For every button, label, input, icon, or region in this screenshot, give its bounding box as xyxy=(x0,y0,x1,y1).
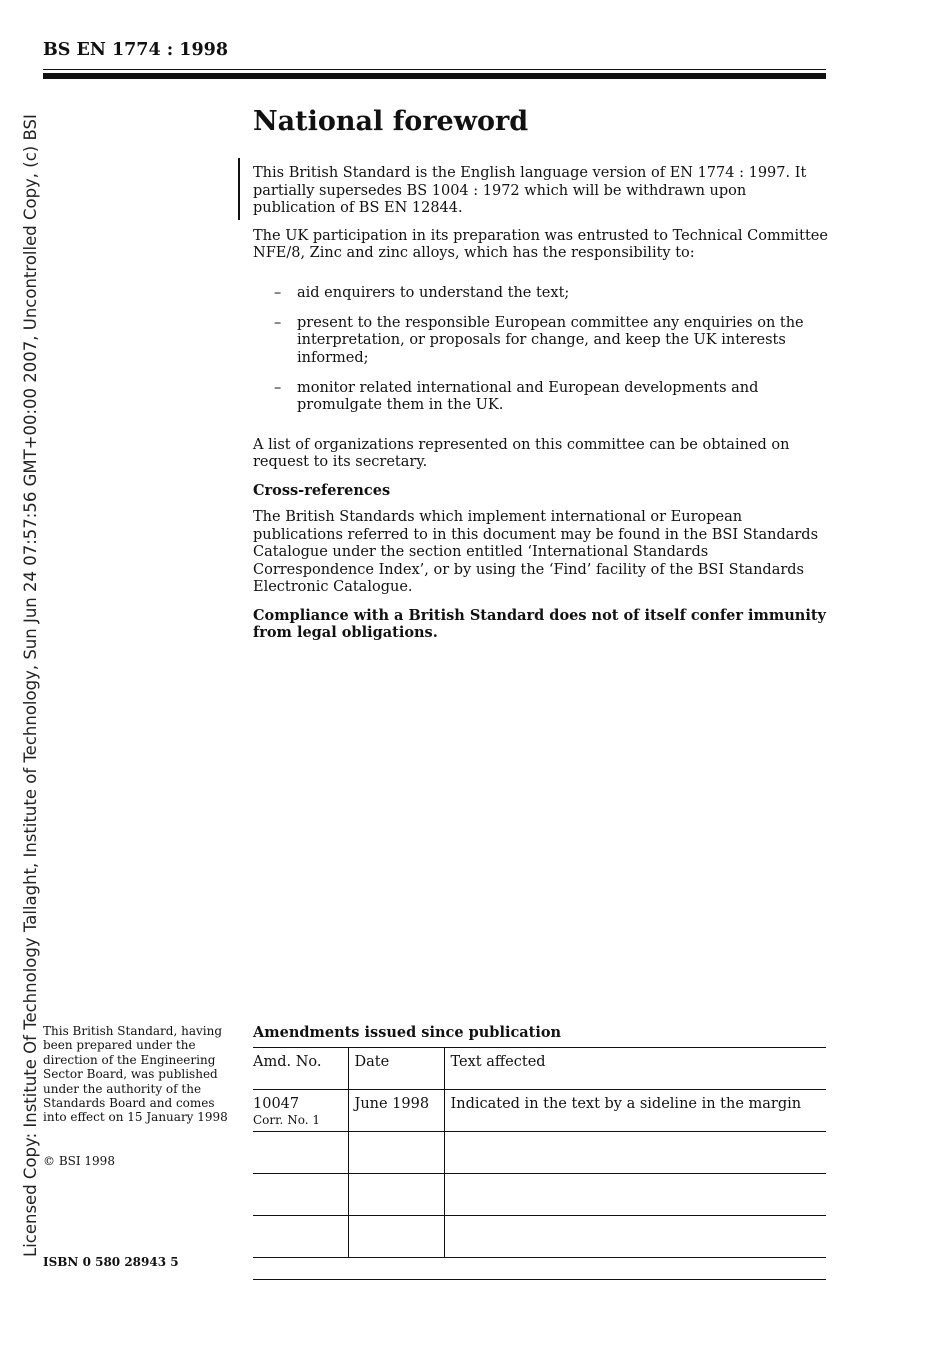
empty-cell xyxy=(444,1174,826,1216)
column-header-text-affected: Text affected xyxy=(444,1048,826,1090)
header-rule-thick xyxy=(43,73,826,79)
amd-corrigendum: Corr. No. 1 xyxy=(253,1113,320,1127)
paragraph-committee: The UK participation in its preparation was entrusted to Technical Committee NFE/8, Zinc and zinc alloys, which has the responsibility to: xyxy=(253,227,828,261)
bullet-dash: – xyxy=(274,314,282,331)
paragraph-scope: This British Standard is the English language version of EN 1774 : 1997. It partially supersedes BS 1004 : 1972 which will be withdrawn upon publication of BS EN 12844. xyxy=(253,165,807,216)
header-rule-thin xyxy=(43,69,826,70)
paragraph-cross-references: The British Standards which implement international or European publications referred to in this document may be found in the BSI Standards Catalogue under the section entitled ‘International Standards Correspondence Index’, or by using the ‘Find’ facility of the BSI Standards Electronic Catalogue. xyxy=(253,509,819,595)
table-row xyxy=(253,1090,826,1132)
publication-note: This British Standard, having been prepared under the direction of the Engineering Sector Board, was published under the authority of the Standards Board and comes into effect on 15 January 1998 xyxy=(43,1024,228,1125)
bullet-dash: – xyxy=(274,379,282,396)
document-reference: BS EN 1774 : 1998 xyxy=(43,40,229,60)
list-item-text: monitor related international and European developments and promulgate them in the UK. xyxy=(297,379,759,413)
isbn: ISBN 0 580 28943 5 xyxy=(43,1255,179,1269)
compliance-notice: Compliance with a British Standard does not of itself confer immunity from legal obligations. xyxy=(253,606,826,641)
license-watermark: Licensed Copy: Institute Of Technology Tallaght, Institute of Technology, Sun Jun 24 07:57:56 GMT+00:00 2007, Uncontrolled Copy, (c) BSI xyxy=(21,114,40,1257)
empty-cell xyxy=(348,1174,444,1216)
empty-cell xyxy=(348,1216,444,1258)
footer-rule xyxy=(253,1279,826,1280)
cross-references-heading: Cross-references xyxy=(253,481,391,499)
column-header-amd-no: Amd. No. xyxy=(253,1048,348,1090)
table-header-row xyxy=(253,1048,826,1090)
column-header-date: Date xyxy=(348,1048,444,1090)
list-item xyxy=(253,315,828,368)
amendment-sideline xyxy=(238,158,240,220)
paragraph-organizations: A list of organizations represented on this committee can be obtained on request to its secretary. xyxy=(253,436,790,470)
page-title: National foreword xyxy=(253,106,529,137)
list-item-text: present to the responsible European committee any enquiries on the interpretation, or proposals for change, and keep the UK interests informed; xyxy=(297,314,804,366)
amd-number: 10047 xyxy=(253,1096,300,1112)
bullet-dash: – xyxy=(274,284,282,301)
responsibility-list xyxy=(253,285,828,415)
empty-cell xyxy=(444,1132,826,1174)
table-row-empty xyxy=(253,1216,826,1258)
table-row-empty xyxy=(253,1174,826,1216)
amendments-table xyxy=(253,1047,826,1258)
cell-text-affected: Indicated in the text by a sideline in the margin xyxy=(444,1090,826,1132)
empty-cell xyxy=(253,1132,348,1174)
cell-amd-no xyxy=(253,1090,348,1132)
empty-cell xyxy=(253,1216,348,1258)
foreword-body xyxy=(253,165,828,652)
copyright-notice: © BSI 1998 xyxy=(43,1154,115,1168)
empty-cell xyxy=(348,1132,444,1174)
list-item xyxy=(253,380,828,415)
list-item-text: aid enquirers to understand the text; xyxy=(297,284,570,301)
empty-cell xyxy=(253,1174,348,1216)
list-item xyxy=(253,285,828,303)
empty-cell xyxy=(444,1216,826,1258)
cell-date: June 1998 xyxy=(348,1090,444,1132)
table-row-empty xyxy=(253,1132,826,1174)
amendments-heading: Amendments issued since publication xyxy=(253,1024,562,1041)
